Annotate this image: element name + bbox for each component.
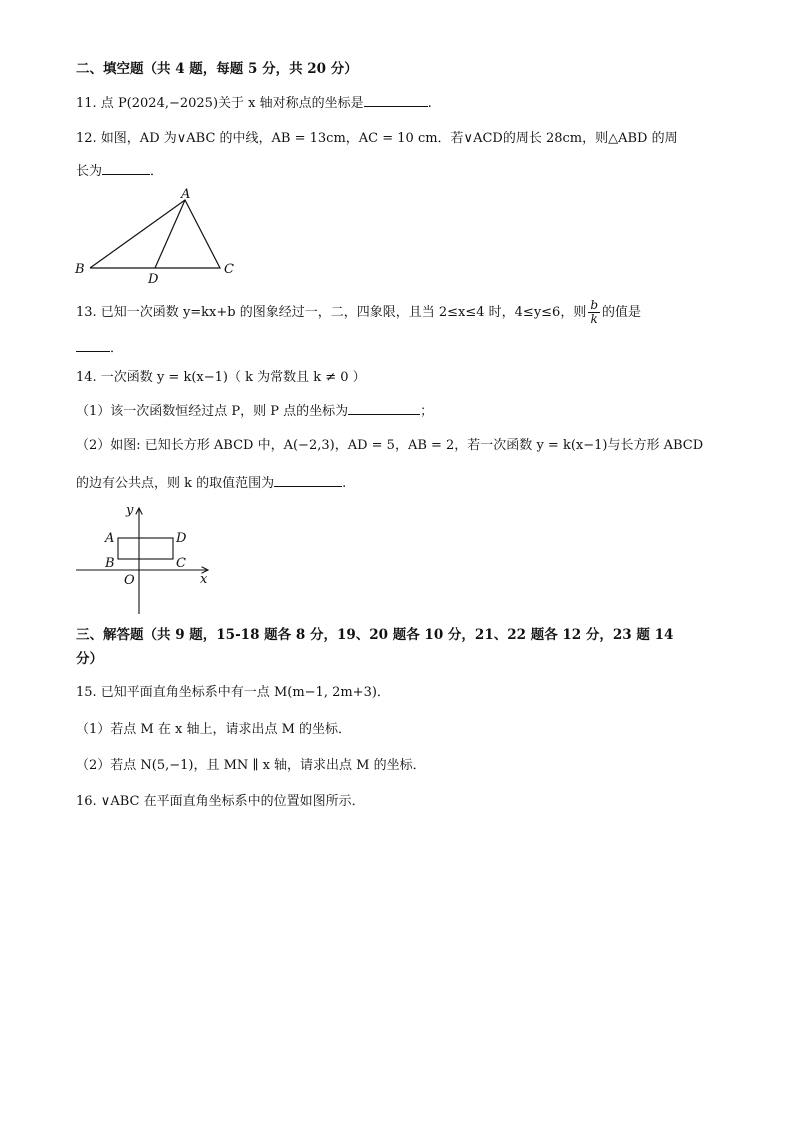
answer-blank-11 (364, 93, 428, 107)
question-13-text: 13. 已知一次函数 y=kx+b 的图象经过一，二，四象限，且当 2≤x≤4 时，4≤y≤6，则 (76, 305, 587, 320)
section-3-heading-line-2: 分） (76, 651, 103, 667)
origin-label: O (124, 573, 135, 588)
question-12-end: ． (150, 164, 164, 179)
triangle-figure (70, 186, 250, 286)
question-14-part-2-line-1: （2）如图: 已知长方形 ABCD 中，A(−2,3)，AD = 5，AB = 2，若一次函数 y = k(x−1)与长方形 ABCD (76, 438, 704, 453)
vertex-label-d: D (176, 531, 187, 546)
question-16-line-1: 16. ∨ABC 在平面直角坐标系中的位置如图所示． (76, 794, 365, 809)
question-11 (76, 93, 734, 113)
axis-label-x: x (200, 572, 208, 587)
section-2-heading: 二、填空题（共 4 题，每题 5 分，共 20 分） (76, 61, 358, 77)
question-15-line-1: 15. 已知平面直角坐标系中有一点 M(m−1, 2m+3)． (76, 685, 390, 700)
question-12-line-2 (76, 161, 734, 181)
label-b: B (75, 262, 85, 277)
question-15-part-1: （1）若点 M 在 x 轴上，请求出点 M 的坐标． (76, 722, 352, 737)
question-13-line-1 (76, 299, 734, 326)
question-14-part-2-line-2 (76, 473, 734, 493)
section-3-heading-line-1: 三、解答题（共 9 题，15-18 题各 8 分，19、20 题各 10 分，21、22 题各 12 分，23 题 14 (76, 627, 674, 643)
question-14-part-1-end: ； (420, 404, 434, 419)
triangle-outline (90, 200, 220, 268)
vertex-label-b: B (105, 556, 115, 571)
question-14-part-1 (76, 401, 734, 421)
answer-blank-14-1 (348, 401, 420, 415)
question-14-line-1: 14. 一次函数 y = k(x−1)（ k 为常数且 k ≠ 0 ） (76, 370, 366, 385)
answer-blank-14-2 (274, 473, 342, 487)
question-15-part-2: （2）若点 N(5,−1)，且 MN ∥ x 轴，请求出点 M 的坐标． (76, 758, 426, 773)
fraction-numerator: b (590, 298, 599, 312)
question-14-part-2-text: 的边有公共点，则 k 的取值范围为 (76, 476, 275, 491)
rectangle-abcd (118, 538, 173, 559)
vertex-label-a: A (105, 531, 115, 546)
rectangle-axes-figure (72, 500, 222, 618)
label-c: C (224, 262, 234, 277)
fraction-denominator: k (590, 312, 598, 326)
label-a: A (181, 187, 191, 202)
question-14-part-1-text: （1）该一次函数恒经过点 P，则 P 点的坐标为 (76, 404, 349, 419)
question-12-text: 长为 (76, 164, 103, 179)
question-11-text: 11. 点 P(2024,−2025)关于 x 轴对称点的坐标是 (76, 96, 364, 111)
answer-blank-13 (76, 338, 110, 352)
question-13-text-end: 的值是 (602, 305, 642, 320)
label-d: D (148, 272, 159, 286)
axis-label-y: y (126, 503, 134, 518)
question-13-end: ． (110, 341, 124, 356)
fraction-b-over-k (588, 299, 600, 326)
question-14-part-2-end: . (342, 476, 347, 491)
question-13-line-2 (76, 338, 734, 358)
question-12-line-1: 12. 如图，AD 为∨ABC 的中线，AB = 13cm，AC = 10 cm．若∨ACD的周长 28cm，则△ABD 的周 (76, 131, 678, 146)
question-11-end: . (427, 96, 432, 111)
answer-blank-12 (102, 161, 150, 175)
vertex-label-c: C (176, 556, 186, 571)
